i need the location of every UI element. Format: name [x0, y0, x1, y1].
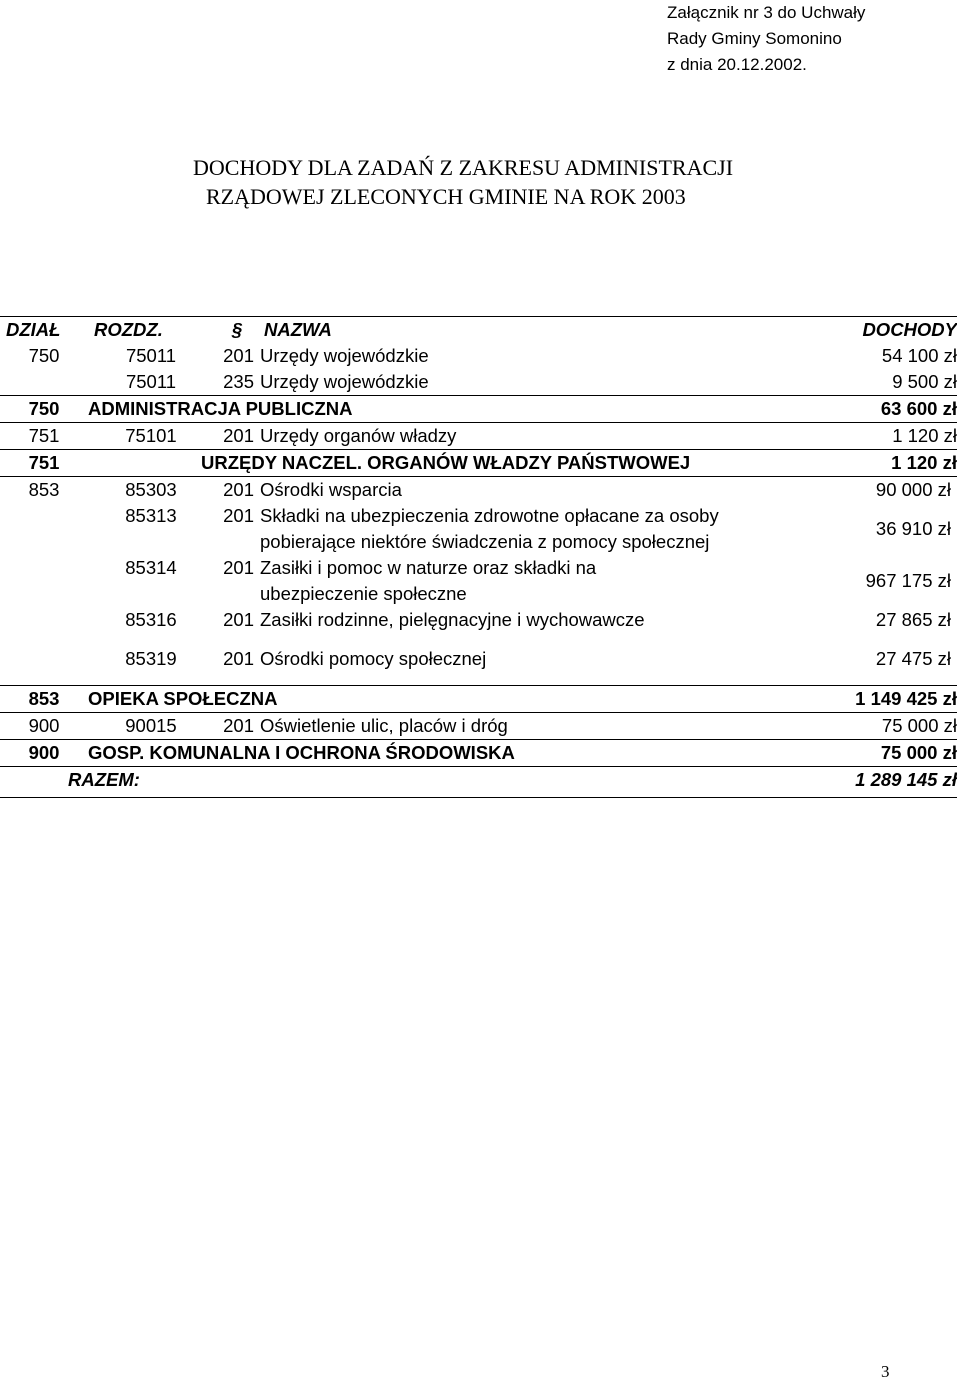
cell-rozdzial: 75011: [125, 371, 177, 392]
cell-rozdzial: 85319: [125, 648, 177, 669]
cell-dochody: 75 000 zł: [800, 740, 957, 767]
total-row: [0, 767, 957, 798]
cell-dzial: 900: [0, 740, 88, 767]
cell-nazwa: GOSP. KOMUNALNA I OCHRONA ŚRODOWISKA: [88, 740, 800, 767]
table-row: [0, 477, 957, 504]
row-spacer: [0, 672, 957, 686]
cell-nazwa: Ośrodki wsparcia: [260, 479, 402, 500]
cell-dzial: 900: [28, 715, 60, 736]
cell-dzial: 853: [0, 686, 88, 713]
cell-rozdzial: 75101: [125, 425, 177, 446]
summary-row: [0, 740, 957, 767]
cell-nazwa: OPIEKA SPOŁECZNA: [88, 686, 800, 713]
title-line-2: RZĄDOWEJ ZLECONYCH GMINIE NA ROK 2003: [206, 184, 686, 209]
table-row: [0, 369, 957, 396]
cell-nazwa: Ośrodki pomocy społecznej: [260, 648, 487, 669]
header-dzial: DZIAŁ: [0, 317, 88, 344]
attachment-header: [667, 0, 957, 78]
income-table: [0, 316, 957, 798]
row-spacer: [0, 633, 957, 646]
cell-nazwa: Urzędy organów władzy: [260, 425, 457, 446]
summary-row: [0, 686, 957, 713]
cell-dochody: 1 149 425 zł: [800, 686, 957, 713]
table-row: [0, 713, 957, 740]
cell-rozdzial: 85303: [125, 479, 177, 500]
cell-dzial: [0, 503, 88, 555]
header-dochody: DOCHODY: [800, 317, 957, 344]
total-spacer: [214, 767, 800, 798]
table-header-row: [0, 317, 957, 344]
cell-paragraf: 235: [223, 371, 254, 392]
cell-paragraf: 201: [223, 557, 254, 578]
cell-dochody: 9 500 zł: [892, 371, 957, 392]
table-row: [0, 503, 957, 555]
cell-paragraf: 201: [223, 648, 254, 669]
cell-nazwa: Zasiłki rodzinne, pielęgnacyjne i wychowawcze: [260, 609, 645, 630]
cell-nazwa: Urzędy wojewódzkie: [260, 345, 429, 366]
table-row: [0, 607, 957, 633]
cell-dzial: [0, 555, 88, 607]
cell-paragraf: 201: [223, 609, 254, 630]
summary-row: [0, 396, 957, 423]
cell-dochody: 27 865 zł: [875, 609, 951, 630]
cell-nazwa: URZĘDY NACZEL. ORGANÓW WŁADZY PAŃSTWOWEJ: [88, 450, 800, 477]
cell-paragraf: 201: [223, 505, 254, 526]
cell-dochody: 1 120 zł: [800, 450, 957, 477]
cell-nazwa: Składki na ubezpieczenia zdrowotne opłacane za osoby pobierające niektóre świadczenia z pomocy społecznej: [260, 505, 719, 552]
cell-dochody: 54 100 zł: [881, 345, 957, 366]
cell-dzial: [0, 646, 88, 672]
resolution-line: Rady Gminy Somonino: [667, 29, 842, 48]
cell-paragraf: 201: [223, 479, 254, 500]
table-row: [0, 646, 957, 672]
cell-dzial: 751: [28, 425, 60, 446]
cell-dzial: [0, 369, 88, 396]
spacer-cell: [0, 672, 957, 686]
total-label: RAZEM:: [0, 767, 214, 798]
cell-dzial: [0, 607, 88, 633]
cell-nazwa: Urzędy wojewódzkie: [260, 371, 429, 392]
cell-rozdzial: 75011: [125, 345, 177, 366]
total-value: 1 289 145 zł: [800, 767, 957, 798]
paragraph-icon: §: [214, 317, 260, 344]
summary-row: [0, 450, 957, 477]
cell-paragraf: 201: [223, 425, 254, 446]
date-line: z dnia 20.12.2002.: [667, 55, 807, 74]
cell-nazwa: Zasiłki i pomoc w naturze oraz składki na ubezpieczenie społeczne: [260, 557, 597, 604]
cell-rozdzial: 85316: [125, 609, 177, 630]
table-row: [0, 343, 957, 369]
cell-nazwa: ADMINISTRACJA PUBLICZNA: [88, 396, 800, 423]
cell-dzial: 751: [0, 450, 88, 477]
title-line-1: DOCHODY DLA ZADAŃ Z ZAKRESU ADMINISTRACJI: [193, 155, 734, 180]
attachment-line: Załącznik nr 3 do Uchwały: [667, 3, 866, 22]
cell-dochody: 75 000 zł: [881, 715, 957, 736]
cell-dochody: 967 175 zł: [865, 570, 951, 591]
cell-rozdzial: 85313: [125, 505, 177, 526]
cell-dzial: 750: [0, 396, 88, 423]
cell-dzial: 853: [28, 479, 60, 500]
page-number: 3: [881, 1362, 890, 1381]
cell-rozdzial: 90015: [125, 715, 177, 736]
header-nazwa: NAZWA: [260, 317, 800, 344]
table-row: [0, 423, 957, 450]
cell-nazwa: Oświetlenie ulic, placów i dróg: [260, 715, 508, 736]
cell-paragraf: 201: [223, 715, 254, 736]
table-row: [0, 555, 957, 607]
cell-dochody: 63 600 zł: [800, 396, 957, 423]
cell-dochody: 36 910 zł: [875, 518, 951, 539]
cell-dochody: 90 000 zł: [875, 479, 951, 500]
cell-rozdzial: 85314: [125, 557, 177, 578]
spacer-cell: [0, 633, 957, 646]
header-rozdzial: ROZDZ.: [88, 317, 214, 344]
cell-paragraf: 201: [223, 345, 254, 366]
cell-dochody: 27 475 zł: [875, 648, 951, 669]
cell-dzial: 750: [28, 345, 60, 366]
cell-dochody: 1 120 zł: [892, 425, 957, 446]
